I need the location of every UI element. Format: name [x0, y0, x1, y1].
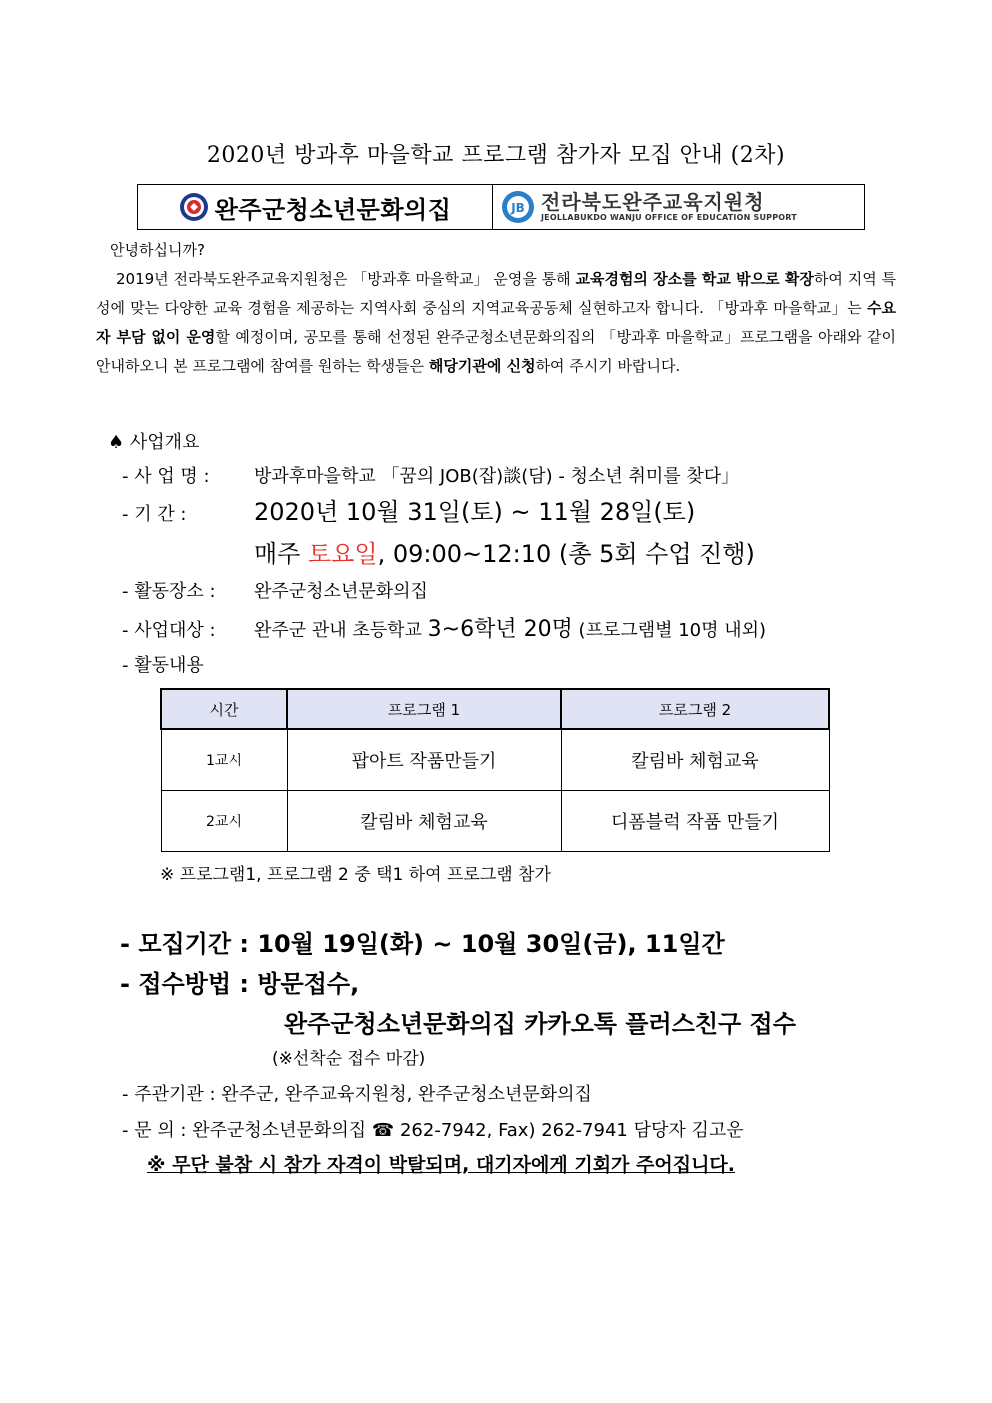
- overview-heading: ♠ 사업개요: [108, 432, 200, 453]
- table-cell: 1교시: [161, 729, 287, 791]
- phone-icon: ☎: [371, 1120, 395, 1141]
- table-cell: 칼림바 체험교육: [561, 729, 829, 791]
- contact-value: 262-7942, Fax) 262-7941 담당자 김고운: [394, 1120, 744, 1141]
- period-sub-line: 매주 토요일, 09:00~12:10 (총 5회 수업 진행): [254, 540, 755, 568]
- page-title: 2020년 방과후 마을학교 프로그램 참가자 모집 안내 (2차): [206, 143, 786, 168]
- target-line: - 사업대상 : 완주군 관내 초등학교 3~6학년 20명 (프로그램별 10명 내외): [122, 617, 767, 642]
- recruit-period: - 모집기간 : 10월 19일(화) ~ 10월 30일(금), 11일간: [120, 930, 725, 958]
- logo-banner: [137, 184, 865, 230]
- warning-note: ※ 무단 불참 시 참가 자격이 박탈되며, 대기자에게 기회가 주어집니다.: [147, 1154, 735, 1176]
- svg-text:JB: JB: [511, 201, 525, 215]
- intro-body: 2019년 전라북도완주교육지원청은 「방과후 마을학교」 운영을 통해 교육경험의 장소를 학교 밖으로 확장하여 지역 특성에 맞는 다양한 교육 경험을 제공하는 지역사회 중심의 지역교육공동체 실현하고자 합니다. 「방과후 마을학교」는 수요자 부담 없이 운영할 예정이며, 공모를 통해 선정된 완주군청소년문화의집의 「방과후 마을학교」프로그램을 아래와 같이 안내하오니 본 프로그램에 참여를 원하는 학생들은 해당기관에 신청하여 주시기 바랍니다.: [96, 270, 896, 375]
- target-highlight: 3~6학년 20명: [427, 617, 573, 642]
- youth-center-name: 완주군청소년문화의집: [214, 195, 452, 224]
- period-label: - 기 간 :: [122, 504, 187, 525]
- schedule-header: 프로그램 1: [287, 689, 561, 729]
- table-cell: 팝아트 작품만들기: [287, 729, 561, 791]
- table-cell: 디폼블럭 작품 만들기: [561, 791, 829, 852]
- program-name-line: [122, 462, 739, 488]
- place-value: 완주군청소년문화의집: [254, 581, 428, 602]
- content-label: - 활동내용: [122, 655, 204, 676]
- period-line: [122, 492, 695, 527]
- period-value: 2020년 10월 31일(토) ~ 11월 28일(토): [254, 498, 696, 526]
- schedule-table: [160, 688, 830, 852]
- education-office-name: 전라북도완주교육지원청: [541, 190, 765, 214]
- table-cell: 칼림바 체험교육: [287, 791, 561, 852]
- place-line: [122, 577, 428, 603]
- table-row: [161, 791, 829, 852]
- recruit-method-detail: 완주군청소년문화의집 카카오톡 플러스친구 접수: [284, 1010, 796, 1038]
- recruit-method: - 접수방법 : 방문접수,: [120, 970, 360, 998]
- youth-center-emblem-icon: [179, 192, 209, 222]
- saturday-highlight: 토요일: [308, 540, 378, 568]
- intro-paragraph: [96, 236, 896, 381]
- place-label: - 활동장소 :: [122, 581, 216, 602]
- target-label: - 사업대상 :: [122, 620, 216, 641]
- table-cell: 2교시: [161, 791, 287, 852]
- program-name-label: - 사 업 명 :: [122, 466, 210, 487]
- table-row: [161, 729, 829, 791]
- host-line: - 주관기관 : 완주군, 완주교육지원청, 완주군청소년문화의집: [122, 1084, 592, 1105]
- recruit-method-note: (※선착순 접수 마감): [272, 1049, 426, 1069]
- schedule-header: 시간: [161, 689, 287, 729]
- contact-label: - 문 의 : 완주군청소년문화의집: [122, 1120, 372, 1141]
- education-office-emblem-icon: [501, 190, 535, 224]
- greeting: 안녕하십니까?: [110, 241, 205, 259]
- schedule-header: 프로그램 2: [561, 689, 829, 729]
- education-office-logo: [493, 185, 864, 229]
- youth-center-logo: [138, 185, 493, 229]
- education-office-name-en: JEOLLABUKDO WANJU OFFICE OF EDUCATION SUPPORT: [541, 213, 797, 222]
- schedule-note: ※ 프로그램1, 프로그램 2 중 택1 하여 프로그램 참가: [160, 865, 551, 885]
- contact-line: [122, 1116, 744, 1142]
- program-name-value: 방과후마을학교 「꿈의 JOB(잡)談(담) - 청소년 취미를 찾다」: [254, 466, 740, 487]
